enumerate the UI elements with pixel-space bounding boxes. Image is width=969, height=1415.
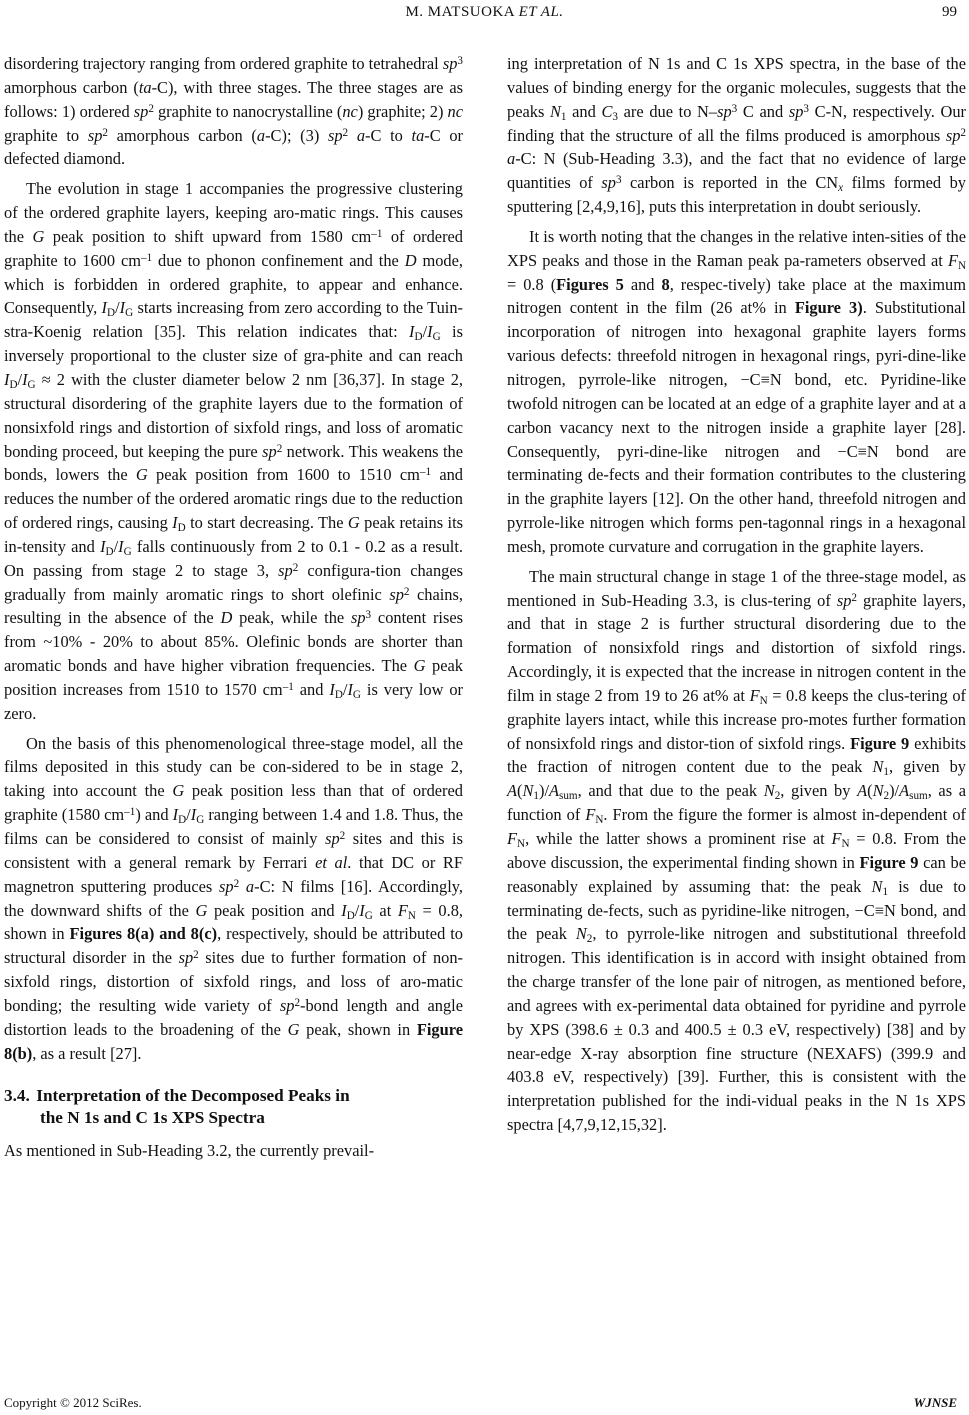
figure-ref[interactable]: and 8(c) xyxy=(159,924,218,944)
citation[interactable]: [35] xyxy=(154,322,182,342)
figure-ref[interactable]: Figures 5 xyxy=(556,274,624,294)
section-heading xyxy=(4,1085,463,1129)
citation[interactable]: [27] xyxy=(110,1043,138,1063)
figure-ref[interactable]: Figures 8(a) xyxy=(69,924,155,944)
journal-name: WJNSE xyxy=(913,1395,957,1410)
running-head-authors: M. MATSUOKA ET AL. xyxy=(405,4,564,20)
copyright-notice: Copyright © 2012 SciRes. xyxy=(4,1395,142,1410)
paragraph: It is worth noting that the changes in the relative inten-sities of the XPS peaks and those in the Raman peak pa-rameters observed at $F_N = 0.8$ (Figures 5 and 8, respec-tively) take place at the maximum nitrogen content in the film (26 at% in Figure 3). Substitutional incorporation of nitrogen into hexagonal graphite layers forms various defects: threefold nitrogen in hexagonal rings, pyri-dine-like nitrogen, pyrrole-like nitrogen, −C≡N bond, etc. Pyridine-like twofold nitrogen can be located at an edge of a graphite layer and at a carbon vacancy next to the nitrogen inside a graphite layer [28]. Consequently, pyri-dine-like nitrogen and −C≡N bond are terminating de-fects and their formation contributes to the clustering in the graphite layers [12]. On the other hand, threefold nitrogen and pyrrole-like nitrogen which forms pen-tagonnal rings in a hexagonal mesh, promote curvature and corrugation in the graphite layers. xyxy=(507,226,967,556)
figure-ref[interactable]: Figure 3) xyxy=(794,298,863,318)
paragraph: The evolution in stage 1 accompanies the progressive clustering of the ordered graphite layers, keeping aro-matic rings. This causes the G peak position to shift upward from 1580 $cm^{-1}$ of ordered graphite to 1600 $cm^{-1}$ due to phonon confinement and the D mode, which is forbidden in ordered graphite, to appear and enhance. Consequently, $I_D/I_G$ starts increasing from zero according to the Tuin-stra-Koenig relation [35]. This relation indicates that: $I_D/I_G$ is inversely proportional to the cluster size of gra-phite and can reach $I_D/I_G \approx 2$ with the cluster diameter below 2 nm [36,37]. In stage 2, structural disordering of the graphite layers due to the formation of nonsixfold rings and distortion of sixfold rings, and loss of aromatic bonding proceed, but keeping the pure $sp^2$ network. This weakens the bonds, lowers the G peak position from 1600 to 1510 $cm^{-1}$ and reduces the number of the ordered aromatic rings due to the reduction of ordered rings, causing $I_D$ to start decreasing. The G peak retains its in-tensity and $I_D/I_G$ falls continuously from 2 to 0.1 - 0.2 as a result. On passing from stage 2 to stage 3, $sp^2$ configura-tion changes gradually from mainly aromatic rings to short olefinic $sp^2$ chains, resulting in the absence of the D peak, while the $sp^3$ content rises from ~10% - 20% to about 85%. Olefinic bonds are shorter than aromatic bonds and have higher vibration frequencies. The G peak position increases from 1510 to 1570 $cm^{-1}$ and $I_D/I_G$ is very low or zero. xyxy=(4,179,464,723)
section-title-line1: Interpretation of the Decomposed Peaks in xyxy=(36,1086,350,1106)
footer xyxy=(0,1393,969,1413)
citation[interactable]: [39] xyxy=(677,1067,705,1087)
citation[interactable]: [4,7,9,12,15,32] xyxy=(557,1115,663,1135)
citation[interactable]: [12] xyxy=(652,489,680,509)
running-head xyxy=(0,0,969,24)
paragraph: As mentioned in Sub-Heading 3.2, the currently prevail- xyxy=(4,1141,375,1161)
citation[interactable]: [38] xyxy=(886,1019,914,1039)
citation[interactable]: [28] xyxy=(934,417,962,437)
left-column xyxy=(4,52,463,1169)
page-number: 99 xyxy=(942,4,957,20)
citation[interactable]: [36,37] xyxy=(333,369,381,389)
figure-ref[interactable]: Figure 9 xyxy=(859,852,919,872)
citation[interactable]: [2,4,9,16] xyxy=(576,197,641,217)
paragraph: On the basis of this phenomenological three-stage model, all the films deposited in this study can be con-sidered to be in stage 2, taking into account the G peak position less than that of ordered graphite (1580 $cm^{-1}$) and $I_D/I_G$ ranging between 1.4 and 1.8. Thus, the films can be considered to consist of mainly $sp^2$ sites and this is consistent with a general remark by Ferrari et al. that DC or RF magnetron sputtering produces $sp^2$ a-C: N films [16]. Accordingly, the downward shifts of the G peak position and $I_D/I_G$ at $F_N = 0.8$, shown in Figures 8(a) and 8(c), respectively, should be attributed to structural disorder in the $sp^2$ sites due to further formation of non-sixfold rings, distortion of sixfold rings, and loss of aro-matic bonding; the resulting wide variety of $sp^2$-bond length and angle distortion leads to the broadening of the G peak, shown in Figure 8(b), as a result [27]. xyxy=(4,733,463,1063)
right-column xyxy=(507,52,966,1143)
paragraph: ing interpretation of N 1s and C 1s XPS spectra, in the base of the values of binding energy for the organic molecules, suggests that the peaks $N_1$ and $C_3$ are due to $N-sp^3$ C and $sp^3$ C-N, respectively. Our finding that the structure of all the films produced is amorphous $sp^2$ a-C: N (Sub-Heading 3.3), and the fact that no evidence of large quantities of $sp^3$ carbon is reported in the $CN_x$ films formed by sputtering [2,4,9,16], puts this interpretation in doubt seriously. xyxy=(507,54,966,217)
citation[interactable]: [16] xyxy=(340,876,369,896)
paragraph: disordering trajectory ranging from ordered graphite to tetrahedral $sp^3$ amorphous carbon (ta-C), with three stages. The three stages are as follows: 1) ordered $sp^2$ graphite to nanocrystalline (nc) graphite; 2) nc graphite to $sp^2$ amorphous carbon (a-C); (3) $sp^2$ a-C to ta-C or defected diamond. xyxy=(4,54,463,169)
figure-ref[interactable]: Figure 9 xyxy=(850,733,910,753)
section-number: 3.4. xyxy=(4,1086,30,1106)
figure-ref[interactable]: Figure 8(b) xyxy=(4,1019,463,1063)
paragraph: The main structural change in stage 1 of the three-stage model, as mentioned in Sub-Heading 3.3, is clus-tering of $sp^2$ graphite layers, and that in stage 2 is further structural disordering due to the formation of nonsixfold rings and distortion of sixfold rings. Accordingly, it is expected that the increase in nitrogen content in the film in stage 2 from 19 to 26 at% at $F_N = 0.8$ keeps the clus-tering of graphite layers intact, while this increase pro-motes further formation of nonsixfold rings and distor-tion of sixfold rings. Figure 9 exhibits the fraction of nitrogen content due to the peak $N_1$, given by $A(N_1)/A_{sum}$, and that due to the peak $N_2$, given by $A(N_2)/A_{sum}$, as a function of $F_N$. From the figure the former is almost in-dependent of $F_N$, while the latter shows a prominent rise at $F_N = 0.8$. From the above discussion, the experimental finding shown in Figure 9 can be reasonably explained by assuming that: the peak $N_1$ is due to terminating de-fects, such as pyridine-like nitrogen, −C≡N bond, and the peak $N_2$, to pyrrole-like nitrogen and substitutional threefold nitrogen. This identification is in accord with insight obtained from the charge transfer of the lone pair of nitrogen, as mentioned before, and agrees with ex-perimental data obtained for pyridine and pyrrole by XPS (398.6 ± 0.3 and 400.5 ± 0.3 eV, respectively) [38] and by near-edge X-ray absorption fine structure (NEXAFS) (399.9 and 403.8 eV, respectively) [39]. Further, this is consistent with the interpretation published for the indi-vidual peaks in the N 1s XPS spectra [4,7,9,12,15,32]. xyxy=(507,566,967,1135)
figure-ref[interactable]: 8 xyxy=(661,274,670,294)
section-title-line2: the N 1s and C 1s XPS Spectra xyxy=(40,1108,265,1128)
